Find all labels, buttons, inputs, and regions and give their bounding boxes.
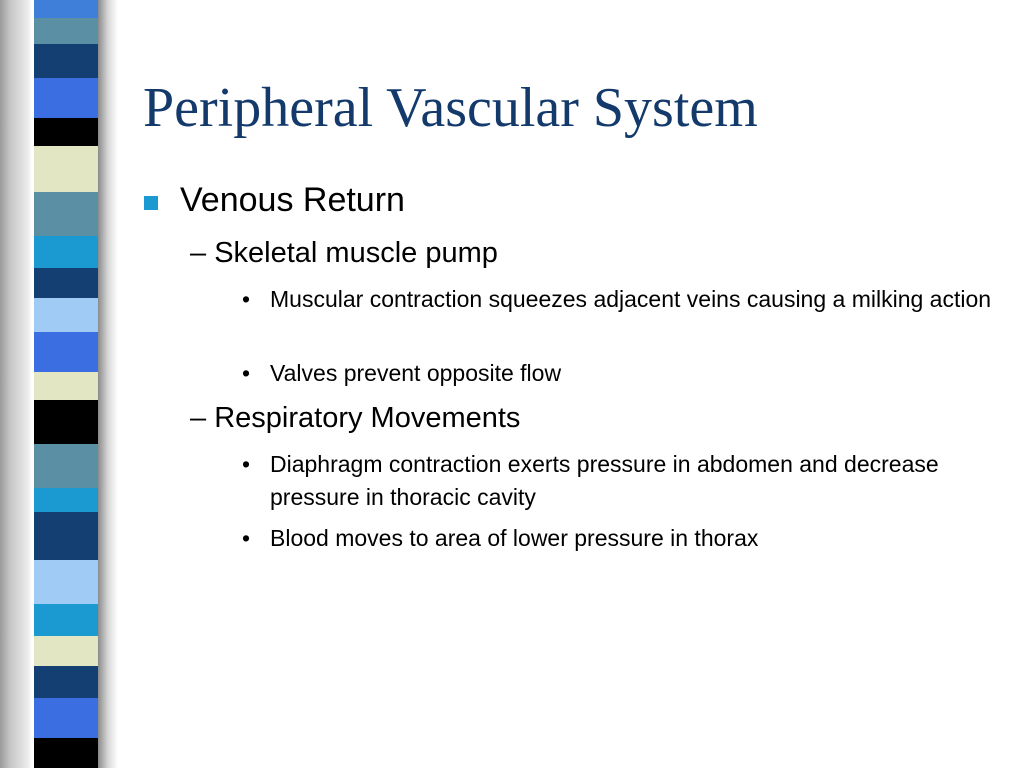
- subheading-skeletal-muscle-pump: [190, 237, 498, 270]
- stripe-segment: [34, 332, 98, 372]
- point-text: Valves prevent opposite flow: [270, 360, 562, 386]
- bullet-venous-return: Venous Return: [180, 181, 405, 219]
- stripe-segment: [34, 738, 98, 768]
- point-muscular-contraction: [242, 283, 1002, 316]
- stripe-segment: [34, 18, 98, 44]
- point-text: Blood moves to area of lower pressure in thorax: [270, 525, 759, 551]
- stripe-segment: [34, 298, 98, 332]
- stripe-segment: [34, 488, 98, 512]
- stripe-segment: [34, 636, 98, 666]
- stripe-segment: [34, 268, 98, 298]
- stripe-segment: [34, 146, 98, 192]
- stripe-segment: [34, 604, 98, 636]
- point-text: Muscular contraction squeezes adjacent veins causing a milking action: [270, 286, 992, 312]
- dash-icon: –: [190, 402, 207, 434]
- dot-bullet-icon: •: [242, 360, 251, 386]
- subheading-label: Respiratory Movements: [214, 402, 521, 434]
- stripe-segment: [34, 666, 98, 698]
- dot-bullet-icon: •: [242, 451, 251, 477]
- stripe-segment: [34, 0, 98, 18]
- point-text: Diaphragm contraction exerts pressure in abdomen and decrease pressure in thoracic cavity: [270, 451, 939, 510]
- stripe-segment: [34, 560, 98, 604]
- stripe-segment: [34, 372, 98, 400]
- stripe-shadow: [98, 0, 118, 768]
- point-blood-moves: [242, 522, 1002, 555]
- stripe-segment: [34, 444, 98, 488]
- stripe-segment: [34, 192, 98, 236]
- dot-bullet-icon: •: [242, 286, 251, 312]
- stripe-segment: [34, 698, 98, 738]
- subheading-respiratory-movements: [190, 402, 520, 435]
- stripe-segment: [34, 78, 98, 118]
- stripe-segment: [34, 236, 98, 268]
- subheading-label: Skeletal muscle pump: [214, 237, 498, 269]
- stripe-segment: [34, 44, 98, 78]
- dash-icon: –: [190, 237, 207, 269]
- point-diaphragm-contraction: [242, 448, 1002, 514]
- slide-title: Peripheral Vascular System: [143, 77, 758, 139]
- stripe-segment: [34, 512, 98, 560]
- square-bullet-icon: [144, 196, 158, 210]
- dot-bullet-icon: •: [242, 525, 251, 551]
- point-valves: [242, 357, 1002, 390]
- stripe-segment: [34, 118, 98, 146]
- stripe-segment: [34, 400, 98, 444]
